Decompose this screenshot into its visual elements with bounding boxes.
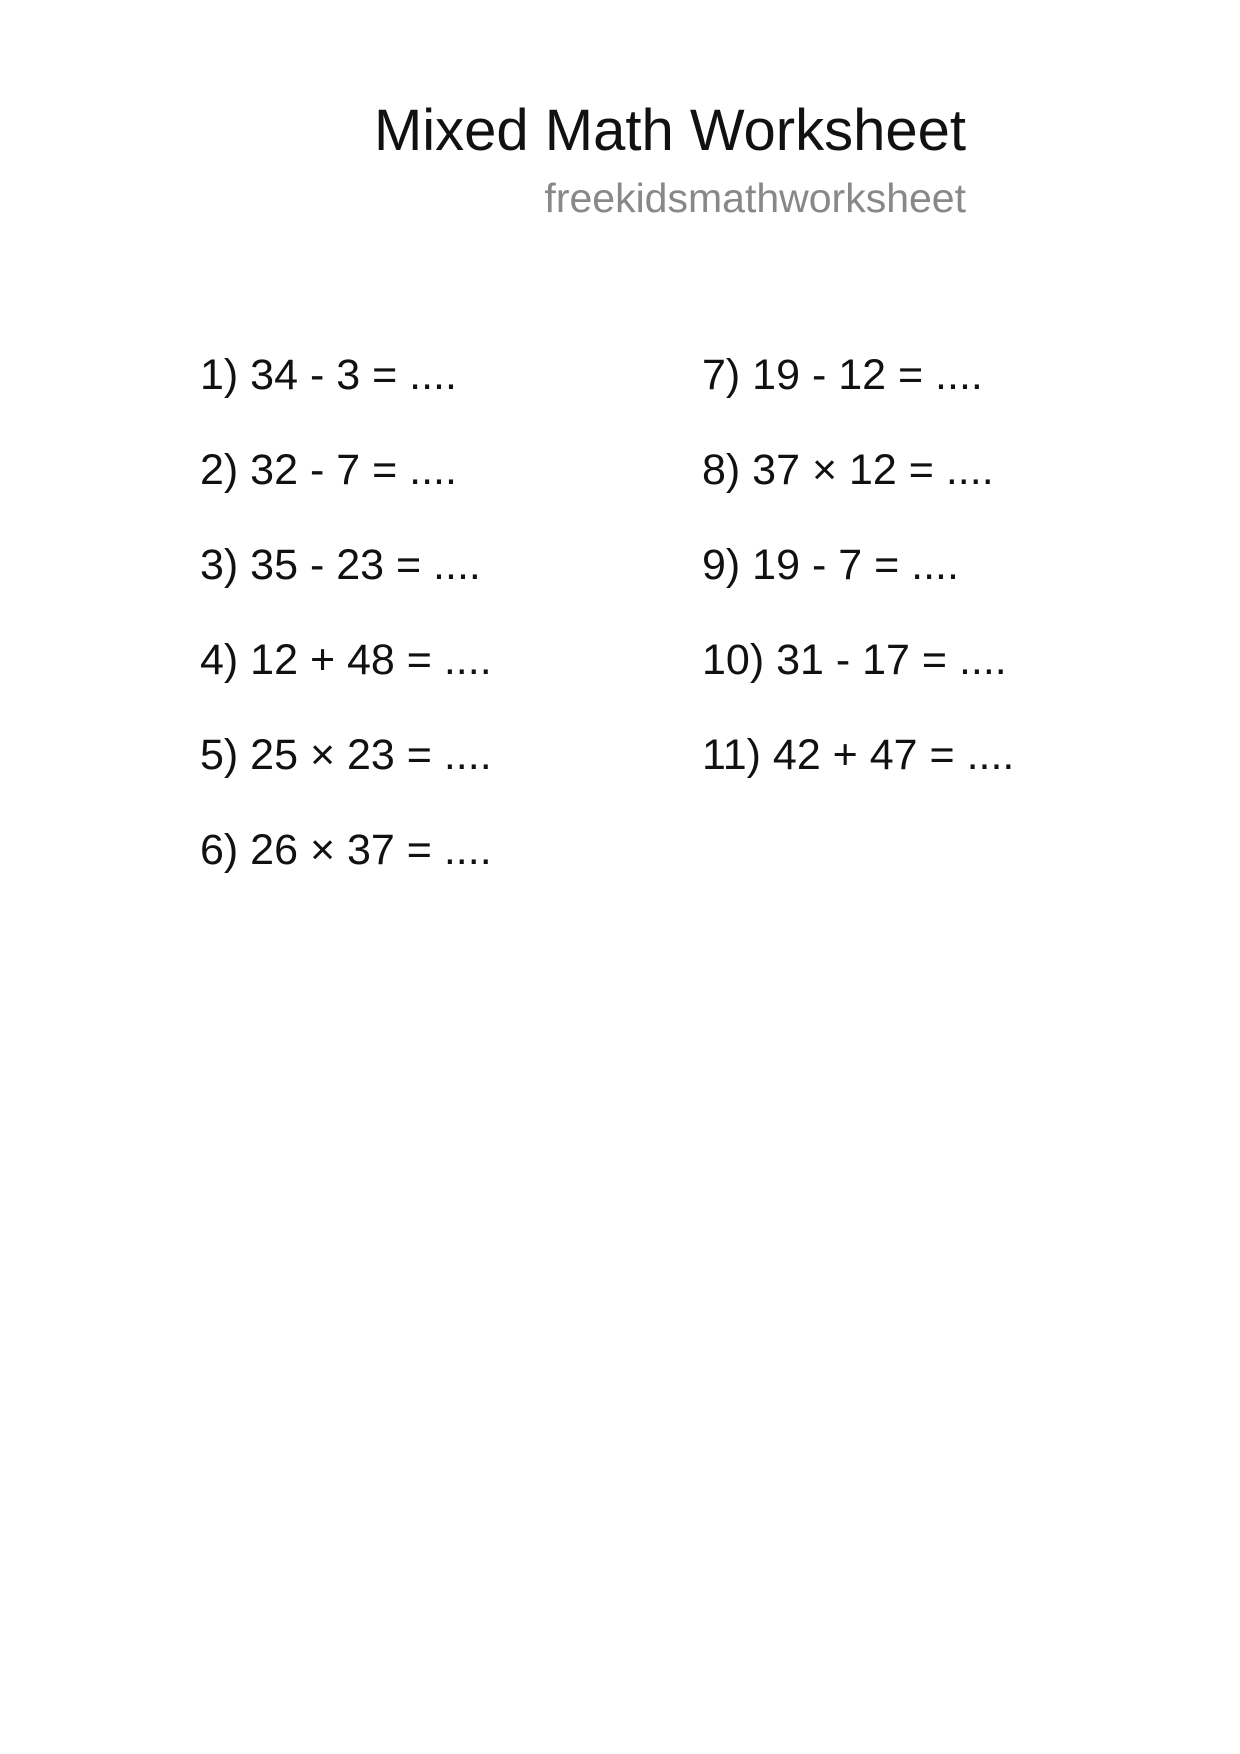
problem-11: 11) 42 + 47 = ....: [702, 731, 1015, 779]
problem-6: 6) 26 × 37 = ....: [200, 826, 492, 874]
problem-8: 8) 37 × 12 = ....: [702, 446, 994, 494]
problem-5: 5) 25 × 23 = ....: [200, 731, 492, 779]
problem-1: 1) 34 - 3 = ....: [200, 351, 457, 399]
worksheet-title: Mixed Math Worksheet: [373, 98, 966, 163]
problem-2: 2) 32 - 7 = ....: [200, 446, 457, 494]
problem-9: 9) 19 - 7 = ....: [702, 541, 959, 589]
problem-4: 4) 12 + 48 = ....: [200, 636, 492, 684]
problem-7: 7) 19 - 12 = ....: [702, 351, 983, 399]
problem-column-right: [702, 350, 1014, 825]
problem-grid: [200, 350, 1060, 910]
worksheet-header: [374, 96, 966, 223]
worksheet-subtitle: freekidsmathworksheet: [544, 174, 966, 221]
problem-3: 3) 35 - 23 = ....: [200, 541, 481, 589]
problem-column-left: [200, 350, 492, 920]
problem-10: 10) 31 - 17 = ....: [702, 636, 1007, 684]
